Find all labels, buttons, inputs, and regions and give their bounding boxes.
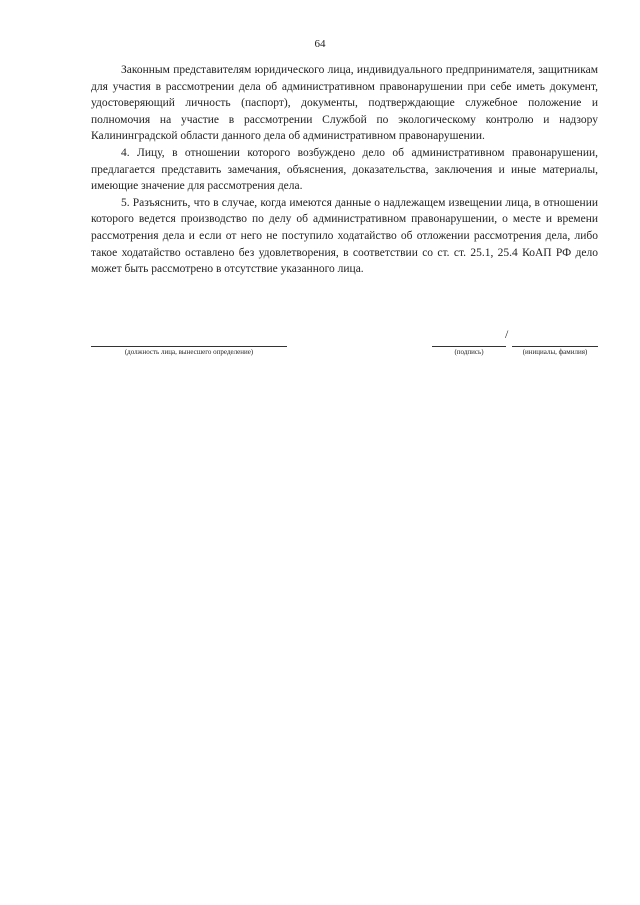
position-line <box>91 336 287 347</box>
signature-sign-column <box>432 336 506 357</box>
signature-block <box>432 336 598 357</box>
signature-position-block <box>91 336 287 357</box>
page-number: 64 <box>314 38 326 50</box>
position-caption: (должность лица, вынесшего определение) <box>124 348 254 356</box>
paragraph-item-5: 5. Разъяснить, что в случае, когда имеются данные о надлежащем извещении лица, в отношении которого ведется производство по делу об административном правонарушении, о месте и времени рассмотрения дела и если от него не поступило ходатайство об отложении рассмотрения дела, либо такое ходатайство оставлено без удовлетворения, в соответствии со ст. ст. 25.1, 25.4 КоАП РФ дело может быть рассмотрено в отсутствие указанного лица. <box>91 196 598 276</box>
name-caption: (инициалы, фамилия) <box>522 348 588 356</box>
document-body <box>91 62 598 278</box>
signature-name-column <box>512 336 598 357</box>
paragraph-item-4: 4. Лицу, в отношении которого возбуждено дело об административном правонарушении, предлагается представить замечания, объяснения, доказательства, заключения и иные материалы, имеющие значение для рассмотрения дела. <box>91 146 598 193</box>
signature-separator: / <box>505 327 509 341</box>
sign-line <box>432 336 506 347</box>
paragraph-legal-representatives: Законным представителям юридического лица, индивидуального предпринимателя, защитникам для участия в рассмотрении дела об административном правонарушении при себе иметь документ, удостоверяющий личность (паспорт), документы, подтверждающие служебное положение и полномочия на участие в рассмотрении Службой по экологическому контролю и надзору Калининградской области данного дела об административном правонарушении. <box>91 64 598 143</box>
name-line <box>512 336 598 347</box>
sign-caption: (подпись) <box>454 348 484 356</box>
